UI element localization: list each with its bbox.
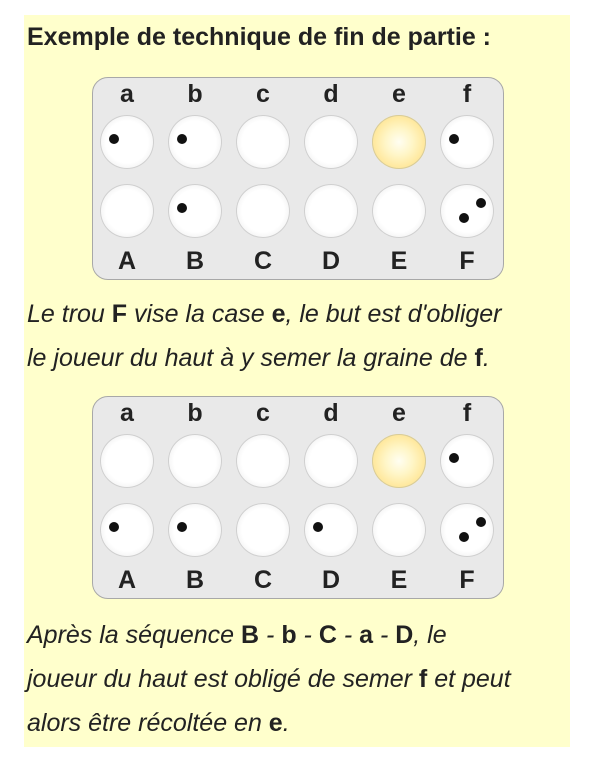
column-label-top-c: c (256, 399, 270, 427)
explanation-paragraph-1: Le trou F vise la case e, le but est d'obliger le joueur du haut à y semer la graine de f. (27, 300, 502, 372)
bold-term: f (474, 344, 483, 372)
column-label-bottom-E: E (390, 566, 408, 594)
column-label-bottom-F: F (459, 566, 475, 594)
pit-A (100, 184, 154, 238)
pit-B (168, 184, 222, 238)
bold-term: e (271, 300, 286, 328)
column-label-top-e: e (392, 399, 406, 427)
pit-F (440, 184, 494, 238)
column-label-bottom-A: A (117, 247, 137, 275)
pit-b (168, 434, 222, 488)
column-label-top-a: a (120, 80, 134, 108)
section-title: Exemple de technique de fin de partie : (27, 23, 491, 51)
column-label-bottom-C: C (253, 566, 273, 594)
seed (476, 198, 486, 208)
pit-d (304, 115, 358, 169)
seed (459, 532, 469, 542)
column-label-bottom-C: C (253, 247, 273, 275)
pit-e-highlighted (372, 434, 426, 488)
pit-E (372, 184, 426, 238)
pit-a (100, 115, 154, 169)
seed (177, 203, 187, 213)
column-label-bottom-B: B (185, 566, 205, 594)
seed (109, 134, 119, 144)
pit-D (304, 503, 358, 557)
pit-d (304, 434, 358, 488)
pit-F (440, 503, 494, 557)
seed (459, 213, 469, 223)
column-label-top-b: b (187, 80, 203, 108)
column-label-top-d: d (323, 399, 339, 427)
pit-c (236, 115, 290, 169)
bold-term: a (359, 621, 373, 649)
bold-term: f (418, 665, 428, 693)
pit-c (236, 434, 290, 488)
column-label-top-d: d (323, 80, 339, 108)
pit-e-highlighted (372, 115, 426, 169)
board-2 (92, 396, 504, 599)
seed (476, 517, 486, 527)
explanation-paragraph-2: Après la séquence B - b - C - a - D, le joueur du haut est obligé de semer f et peut alors être récoltée en e. (27, 621, 511, 737)
bold-term: B (241, 621, 260, 649)
column-label-top-b: b (187, 399, 203, 427)
pit-f (440, 115, 494, 169)
seed (449, 453, 459, 463)
seed (109, 522, 119, 532)
pit-B (168, 503, 222, 557)
pit-f (440, 434, 494, 488)
column-label-bottom-B: B (185, 247, 205, 275)
seed (313, 522, 323, 532)
board-1 (92, 77, 504, 280)
column-label-bottom-F: F (459, 247, 475, 275)
column-label-bottom-D: D (321, 566, 341, 594)
column-label-bottom-A: A (117, 566, 137, 594)
pit-a (100, 434, 154, 488)
pit-C (236, 184, 290, 238)
column-label-bottom-E: E (390, 247, 408, 275)
column-label-top-f: f (462, 399, 472, 427)
column-label-top-e: e (392, 80, 406, 108)
column-label-top-f: f (462, 80, 472, 108)
column-label-top-a: a (120, 399, 134, 427)
pit-C (236, 503, 290, 557)
pit-A (100, 503, 154, 557)
bold-term: F (111, 300, 128, 328)
bold-term: b (281, 621, 297, 649)
seed (177, 134, 187, 144)
column-label-top-c: c (256, 80, 270, 108)
seed (449, 134, 459, 144)
bold-term: C (318, 621, 337, 649)
column-label-bottom-D: D (321, 247, 341, 275)
pit-E (372, 503, 426, 557)
seed (177, 522, 187, 532)
pit-D (304, 184, 358, 238)
content-panel (24, 15, 570, 747)
bold-term: D (395, 621, 414, 649)
pit-b (168, 115, 222, 169)
bold-term: e (268, 709, 283, 737)
